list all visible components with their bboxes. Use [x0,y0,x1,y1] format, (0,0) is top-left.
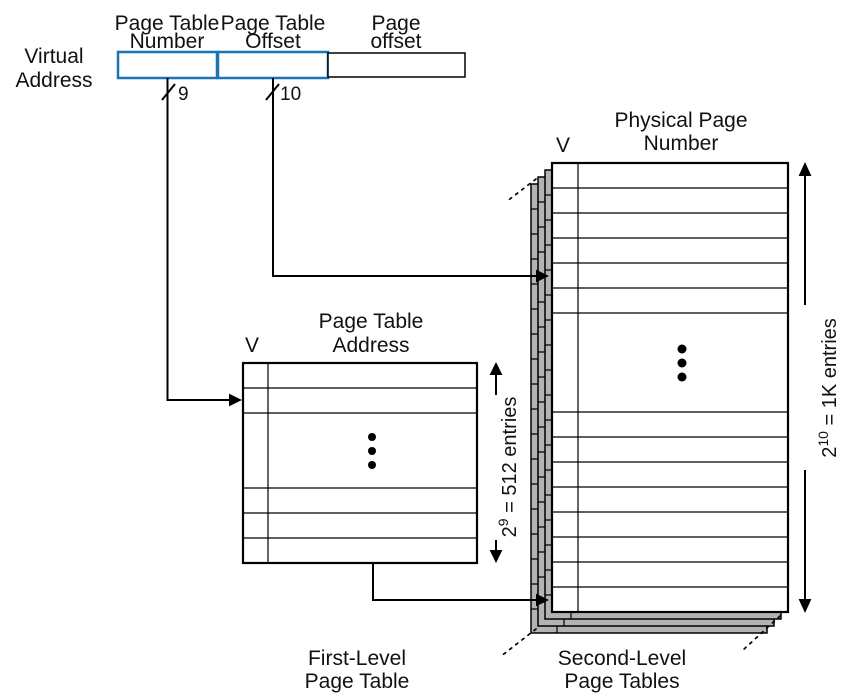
page-table-number-label-line1: Page Table [114,12,220,35]
field-page-offset-box [328,53,465,77]
connector-first-to-second-level [373,563,549,606]
connector-page-table-offset [266,78,549,282]
second-level-entry-count-label: $2^{10} = 1K$ entries [815,318,841,458]
virtual-address-line2: Address [15,69,93,92]
first-level-entry-count-label: $2^9 = 512$ entries [495,396,521,538]
second-level-table-frame [552,163,788,612]
second-level-caption-line1: Second-Level [557,647,687,670]
first-level-caption-line1: First-Level [307,647,407,670]
second-level-valid-column-label: V [555,134,571,157]
first-level-header-line2: Address [332,334,410,357]
second-level-caption-line2: Page Tables [564,670,680,693]
second-level-page-table [552,163,788,612]
first-level-caption-line2: Page Table [304,670,410,693]
first-level-page-table [243,363,477,563]
field-page-table-offset-box [218,52,328,78]
first-level-table-frame [243,363,477,563]
page-table-offset-label-line2: Offset [245,30,301,53]
connector-page-table-number [162,78,242,406]
bus-width-10: 10 [280,84,302,105]
first-level-valid-column-label: V [244,334,260,357]
second-level-header-line1: Physical Page [614,109,748,132]
first-level-header-line1: Page Table [318,310,424,333]
page-offset-label-line1: Page [371,12,421,35]
bus-width-9: 9 [178,84,189,105]
ellipsis-dots-first-level [368,433,376,469]
ellipsis-dots-second-level [678,345,687,382]
page-offset-label-line2: offset [370,30,422,53]
virtual-address-fields [118,52,465,78]
page-table-number-label-line2: Number [129,30,205,53]
second-level-entries-arrow [799,162,812,613]
virtual-address-label [15,45,92,92]
field-page-table-number-box [118,52,217,78]
arrowhead-into-first-level [229,394,242,407]
second-level-header-line2: Number [643,132,719,155]
page-table-offset-label-line1: Page Table [220,12,326,35]
virtual-address-line1: Virtual [24,45,84,68]
